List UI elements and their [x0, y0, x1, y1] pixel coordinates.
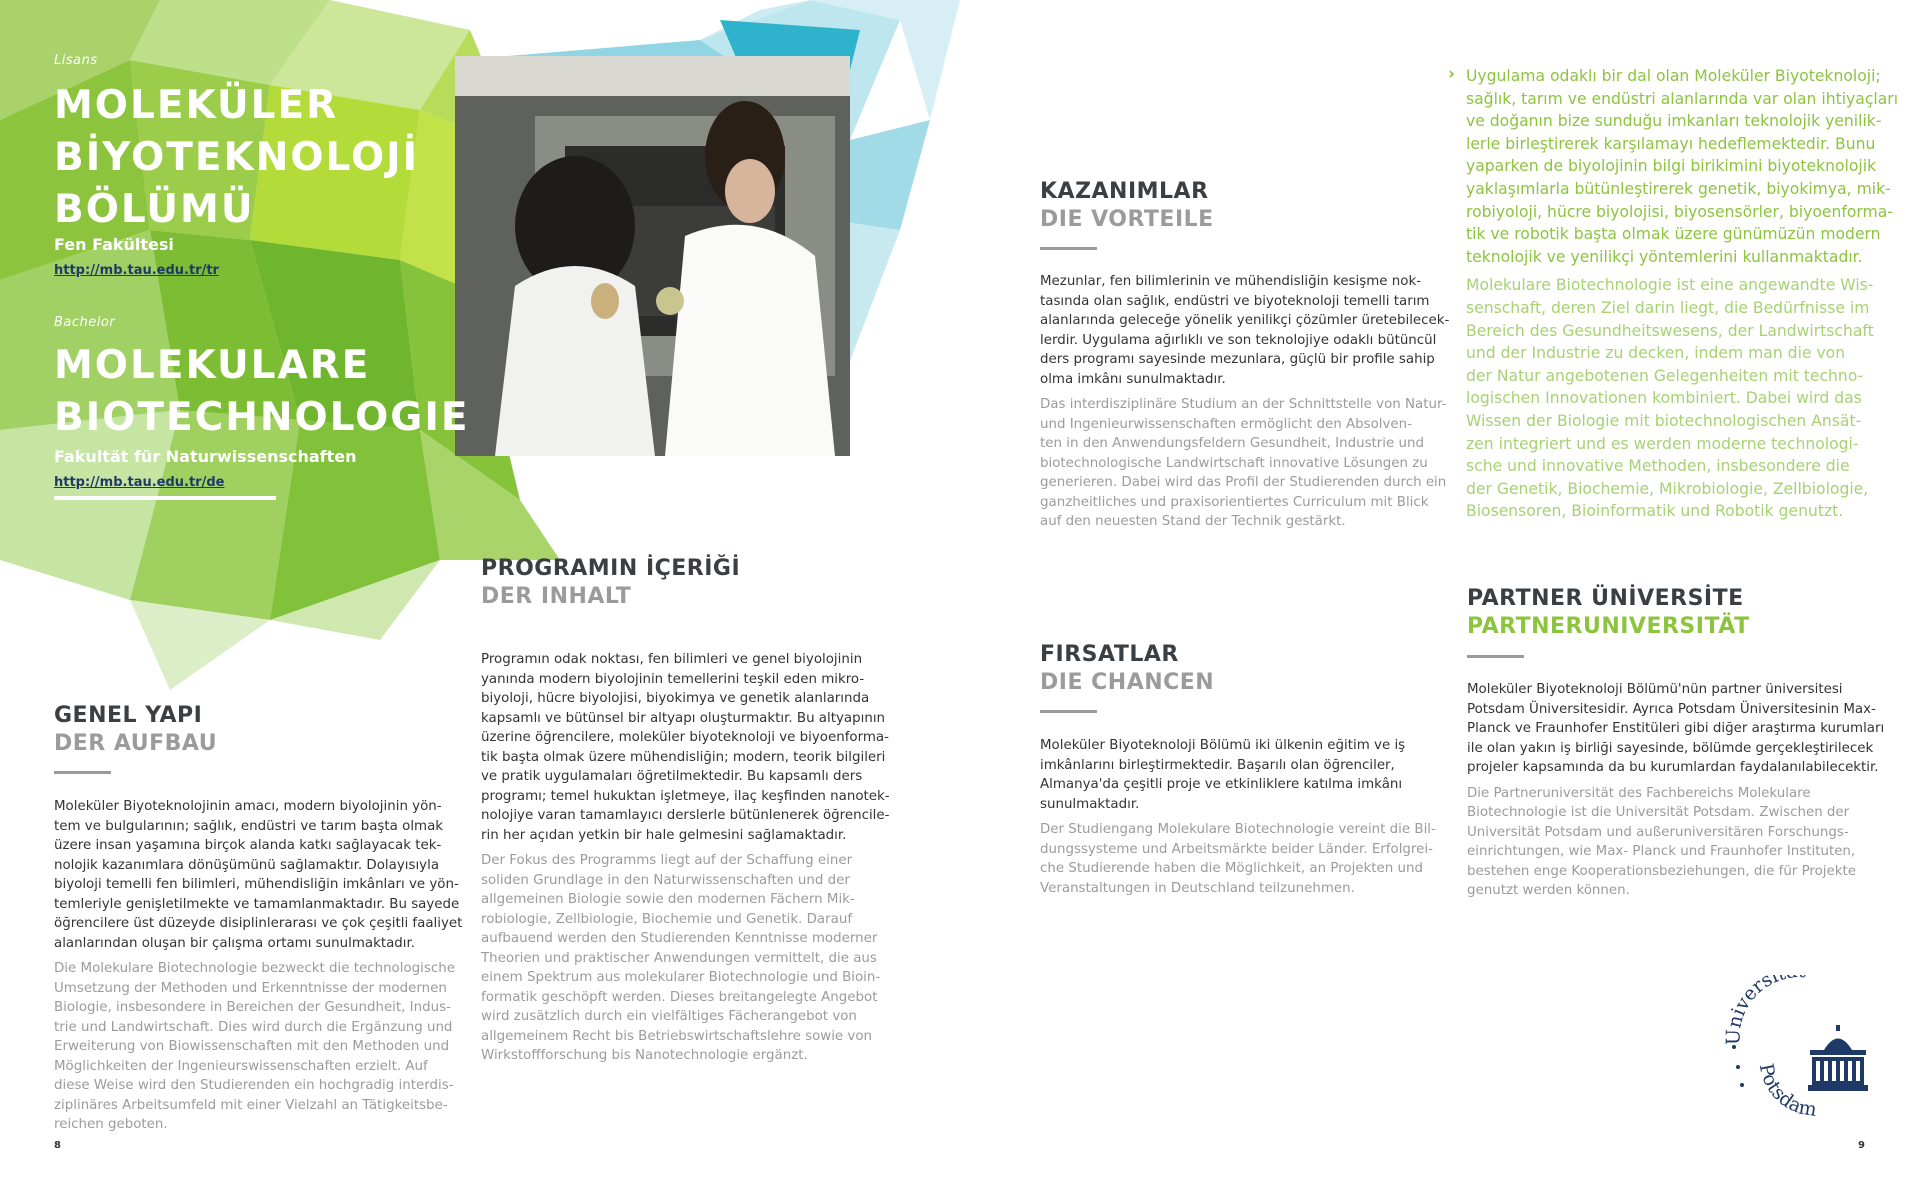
- paragraph-german: Der Fokus des Programms liegt auf der Schaffung einer soliden Grundlage in den Naturwissenschaften und der allgemeinen Biologie sowie den modernen Fächern Mik- robiologie, Zellbiologie, Biochemie und Genetik. Darauf aufbauend werden den Studierenden Kenntnisse moderner Theorien und praktischer Anwendungen vermittelt, die aus einem Spektrum aus molekularer Biotechnologie und Bioin- formatik geschöpft werden. Dieses breitangelegte Angebot wird zusätzlich durch ein vielfältiges Fächerangebot von allgemeinem Recht bis Betriebswirtschaftslehre sowie von Wirkstoffforschung bis Nanotechnologie ergänzt.: [481, 853, 881, 1063]
- section-opportunities: [1040, 641, 1440, 697]
- faculty-german: Fakultät für Naturwissenschaften: [54, 447, 357, 466]
- hero-title-german: [54, 340, 469, 444]
- paragraph-turkish: Mezunlar, fen bilimlerinin ve mühendisliğin kesişme nok- tasında olan sağlık, endüstri ve biyoteknoloji temelli tarım alanlarında geleceğe yönelik yenilikçi çözümler üretebilecek- lerdir. Uygulama ağırlıklı ve son teknolojiye odaklı bütüncül ders programı sayesinde mezunlara, güçlü bir profile sahip olma imkânı sunulmaktadır.: [1040, 274, 1450, 387]
- section-program-body: [481, 650, 901, 1066]
- university-logo: [1720, 975, 1880, 1125]
- section-title-turkish: FIRSATLAR: [1040, 642, 1179, 667]
- hero-title-turkish: [54, 80, 419, 236]
- paragraph-german: Die Partneruniversität des Fachbereichs Molekulare Biotechnologie ist die Universität Potsdam. Zwischen der Universität Potsdam und außeruniversitären Forschungs- einrichtungen, wie Max- Planck und Fraunhofer Instituten, bestehen enge Kooperationsbeziehungen, die für Projekte genutzt werden können.: [1467, 785, 1857, 898]
- section-title-german: PARTNERUNIVERSITÄT: [1467, 614, 1750, 639]
- section-opportunities-body: [1040, 736, 1460, 898]
- section-structure-body: [54, 797, 464, 1135]
- section-title-turkish: GENEL YAPI: [54, 703, 203, 728]
- section-program: [481, 555, 901, 611]
- paragraph-turkish: Programın odak noktası, fen bilimleri ve genel biyolojinin yanında modern biyolojinin temellerini teşkil eden mikro- biyoloji, hücre biyolojisi, biyokimya ve genetik alanlarında kapsamlı ve bütünsel bir altyapı oluşturmaktır. Bu altyapının üzerine öğrencilere, moleküler biyoteknoloji ve biyoenforma- tik başta olmak üzere mühendisliğin; modern, teorik bilgileri ve pratik uygulamaları öğretilmektedir. Bu kapsamlı ders programı; temel hukuktan işletmeye, ilaç keşfinden nanotek- nolojiye varan tamamlayıcı derslerle bütünlenerek öğrencile- rin her açıdan yetkin bir hale gelmesini sağlamaktadır.: [481, 652, 890, 843]
- hero-title-line: BIOTECHNOLOGIE: [54, 395, 470, 440]
- section-partner-body: [1467, 680, 1907, 901]
- intro-text: [1466, 65, 1906, 523]
- section-title-german: DER INHALT: [481, 584, 632, 609]
- section-advantages-body: [1040, 272, 1460, 532]
- paragraph-german: Die Molekulare Biotechnologie bezweckt die technologische Umsetzung der Methoden und Erkenntnisse der modernen Biologie, insbesondere in Bereichen der Gesundheit, Indus- trie und Landwirtschaft. Dies wird durch die Ergänzung und Erweiterung von Biowissenschaften mit den Methoden und Möglichkeiten der Ingenieurswissenschaften erzielt. Auf diese Weise wird den Studierenden ein hochgradig interdis- ziplinäres Arbeitsumfeld mit einer Vielzahl an Tätigkeitsbe- reichen geboten.: [54, 961, 455, 1132]
- section-title-turkish: PARTNER ÜNİVERSİTE: [1467, 586, 1744, 611]
- page-number-right: 9: [1858, 1140, 1865, 1151]
- intro-german: Molekulare Biotechnologie ist eine angewandte Wis- senschaft, deren Ziel darin liegt, die Bedürfnisse im Bereich des Gesundheitswesens, der Landwirtschaft und der Industrie zu decken, indem man die von der Natur angebotenen Gelegenheiten mit techno- logischen Innovationen kombiniert. Dabei wird das Wissen der Biologie mit biotechnologischen Ansät- zen integriert und es werden moderne technologi- sche und innovative Methoden, insbesondere die der Genetik, Biochemie, Mikrobiologie, Zellbiologie, Biosensoren, Bioinformatik und Robotik genutzt.: [1466, 276, 1874, 521]
- section-title-german: DIE VORTEILE: [1040, 207, 1214, 232]
- section-partner: [1467, 585, 1887, 641]
- paragraph-german: Das interdisziplinäre Studium an der Schnittstelle von Natur- und Ingenieurwissenschaften ermöglicht den Absolven- ten in den Anwendungsfeldern Gesundheit, Industrie und biotechnologische Landwirtschaft innovative Lösungen zu generieren. Dabei wird das Profil der Studierenden durch ein ganzheitliches und praxisorientiertes Curriculum mit Blick auf den neuesten Stand der Technik gestärkt.: [1040, 397, 1447, 529]
- section-rule: [1040, 710, 1097, 713]
- divider: [54, 496, 276, 500]
- laboratory-photo-icon: [455, 56, 850, 456]
- url-german-link[interactable]: http://mb.tau.edu.tr/de: [54, 475, 225, 490]
- section-rule: [1467, 655, 1524, 658]
- faculty-turkish: Fen Fakültesi: [54, 235, 174, 254]
- paragraph-turkish: Moleküler Biyoteknoloji Bölümü iki ülkenin eğitim ve iş imkânlarını birleştirmektedir. Başarılı olan öğrenciler, Almanya'da çeşitli proje ve etkinliklere katılma imkânı sunulmaktadır.: [1040, 738, 1406, 812]
- chevron-right-icon: ›: [1448, 64, 1456, 84]
- url-turkish-link[interactable]: http://mb.tau.edu.tr/tr: [54, 263, 219, 278]
- section-structure: [54, 702, 454, 758]
- university-building-icon: [1720, 975, 1880, 1125]
- paragraph-german: Der Studiengang Molekulare Biotechnologie vereint die Bil- dungssysteme und Arbeitsmärkte beider Länder. Erfolgrei- che Studierende haben die Möglichkeit, an Projekten und Veranstaltungen in Deutschland teilzunehmen.: [1040, 822, 1436, 896]
- section-rule: [1040, 247, 1097, 250]
- page-number-left: 8: [54, 1140, 61, 1151]
- paragraph-turkish: Moleküler Biyoteknolojinin amacı, modern biyolojinin yön- tem ve bulgularının; sağlık, endüstri ve tarım başta olmak üzere insan yaşamına birçok alanda katkı sağlayacak tek- nolojik kazanımlara dönüşümünü sağlamaktır. Dolayısıyla biyoloji temelli fen bilimleri, mühendisliğin imkânları ve yön- temleriyle genişletilmekte ve tamamlanmaktadır. Bu sayede öğrencilere üst düzeyde disiplinlerarası ve çok çeşitli faaliyet alanlarından oluşan bir çalışma ortamı sunulmaktadır.: [54, 799, 463, 951]
- section-title-german: DER AUFBAU: [54, 731, 218, 756]
- hero-title-line: BİYOTEKNOLOJİ: [54, 135, 420, 180]
- section-advantages: [1040, 178, 1440, 234]
- kicker-turkish: Lisans: [54, 53, 98, 68]
- laboratory-photo: [455, 56, 850, 456]
- section-title-german: DIE CHANCEN: [1040, 670, 1215, 695]
- hero-title-line: BÖLÜMÜ: [54, 187, 255, 232]
- svg-text:Potsdam: [1755, 1062, 1818, 1121]
- hero-title-line: MOLEKÜLER: [54, 83, 339, 128]
- section-rule: [54, 771, 111, 774]
- section-title-turkish: PROGRAMIN İÇERİĞİ: [481, 556, 741, 581]
- hero-title-line: MOLEKULARE: [54, 343, 371, 388]
- logo-word: Potsdam: [1754, 1061, 1819, 1121]
- logo-word: Universi: [1722, 975, 1782, 1046]
- kicker-german: Bachelor: [54, 315, 116, 330]
- intro-turkish: Uygulama odaklı bir dal olan Moleküler Biyoteknoloji; sağlık, tarım ve endüstri alanlarında var olan ihtiyaçları ve doğanın bize sunduğu imkanları teknolojik yenilik- lerle birleştirerek karşılamayı hedeflemektedir. Bunu yaparken de biyolojinin bilgi birikimini biyoteknolojik yaklaşımlarla bütünleştirerek genetik, biyokimya, mik- robiyoloji, hücre biyolojisi, biyosensörler, biyoenforma- tik ve robotik başta olmak üzere günümüzün modern teknolojik ve yenilikçi yöntemlerini kullanmaktadır.: [1466, 67, 1899, 266]
- paragraph-turkish: Moleküler Biyoteknoloji Bölümü'nün partner üniversitesi Potsdam Üniversitesidir. Ayrıca Potsdam Üniversitesinin Max- Planck ve Fraunhofer Enstitüleri gibi diğer araştırma kurumları ile olan yakın iş birliği sayesinde, bölümde gerçekleştirilecek projeler kapsamında da bu kurumlardan faydalanılabilecektir.: [1467, 682, 1885, 775]
- svg-text:Universität: [1722, 975, 1806, 1045]
- section-title-turkish: KAZANIMLAR: [1040, 179, 1209, 204]
